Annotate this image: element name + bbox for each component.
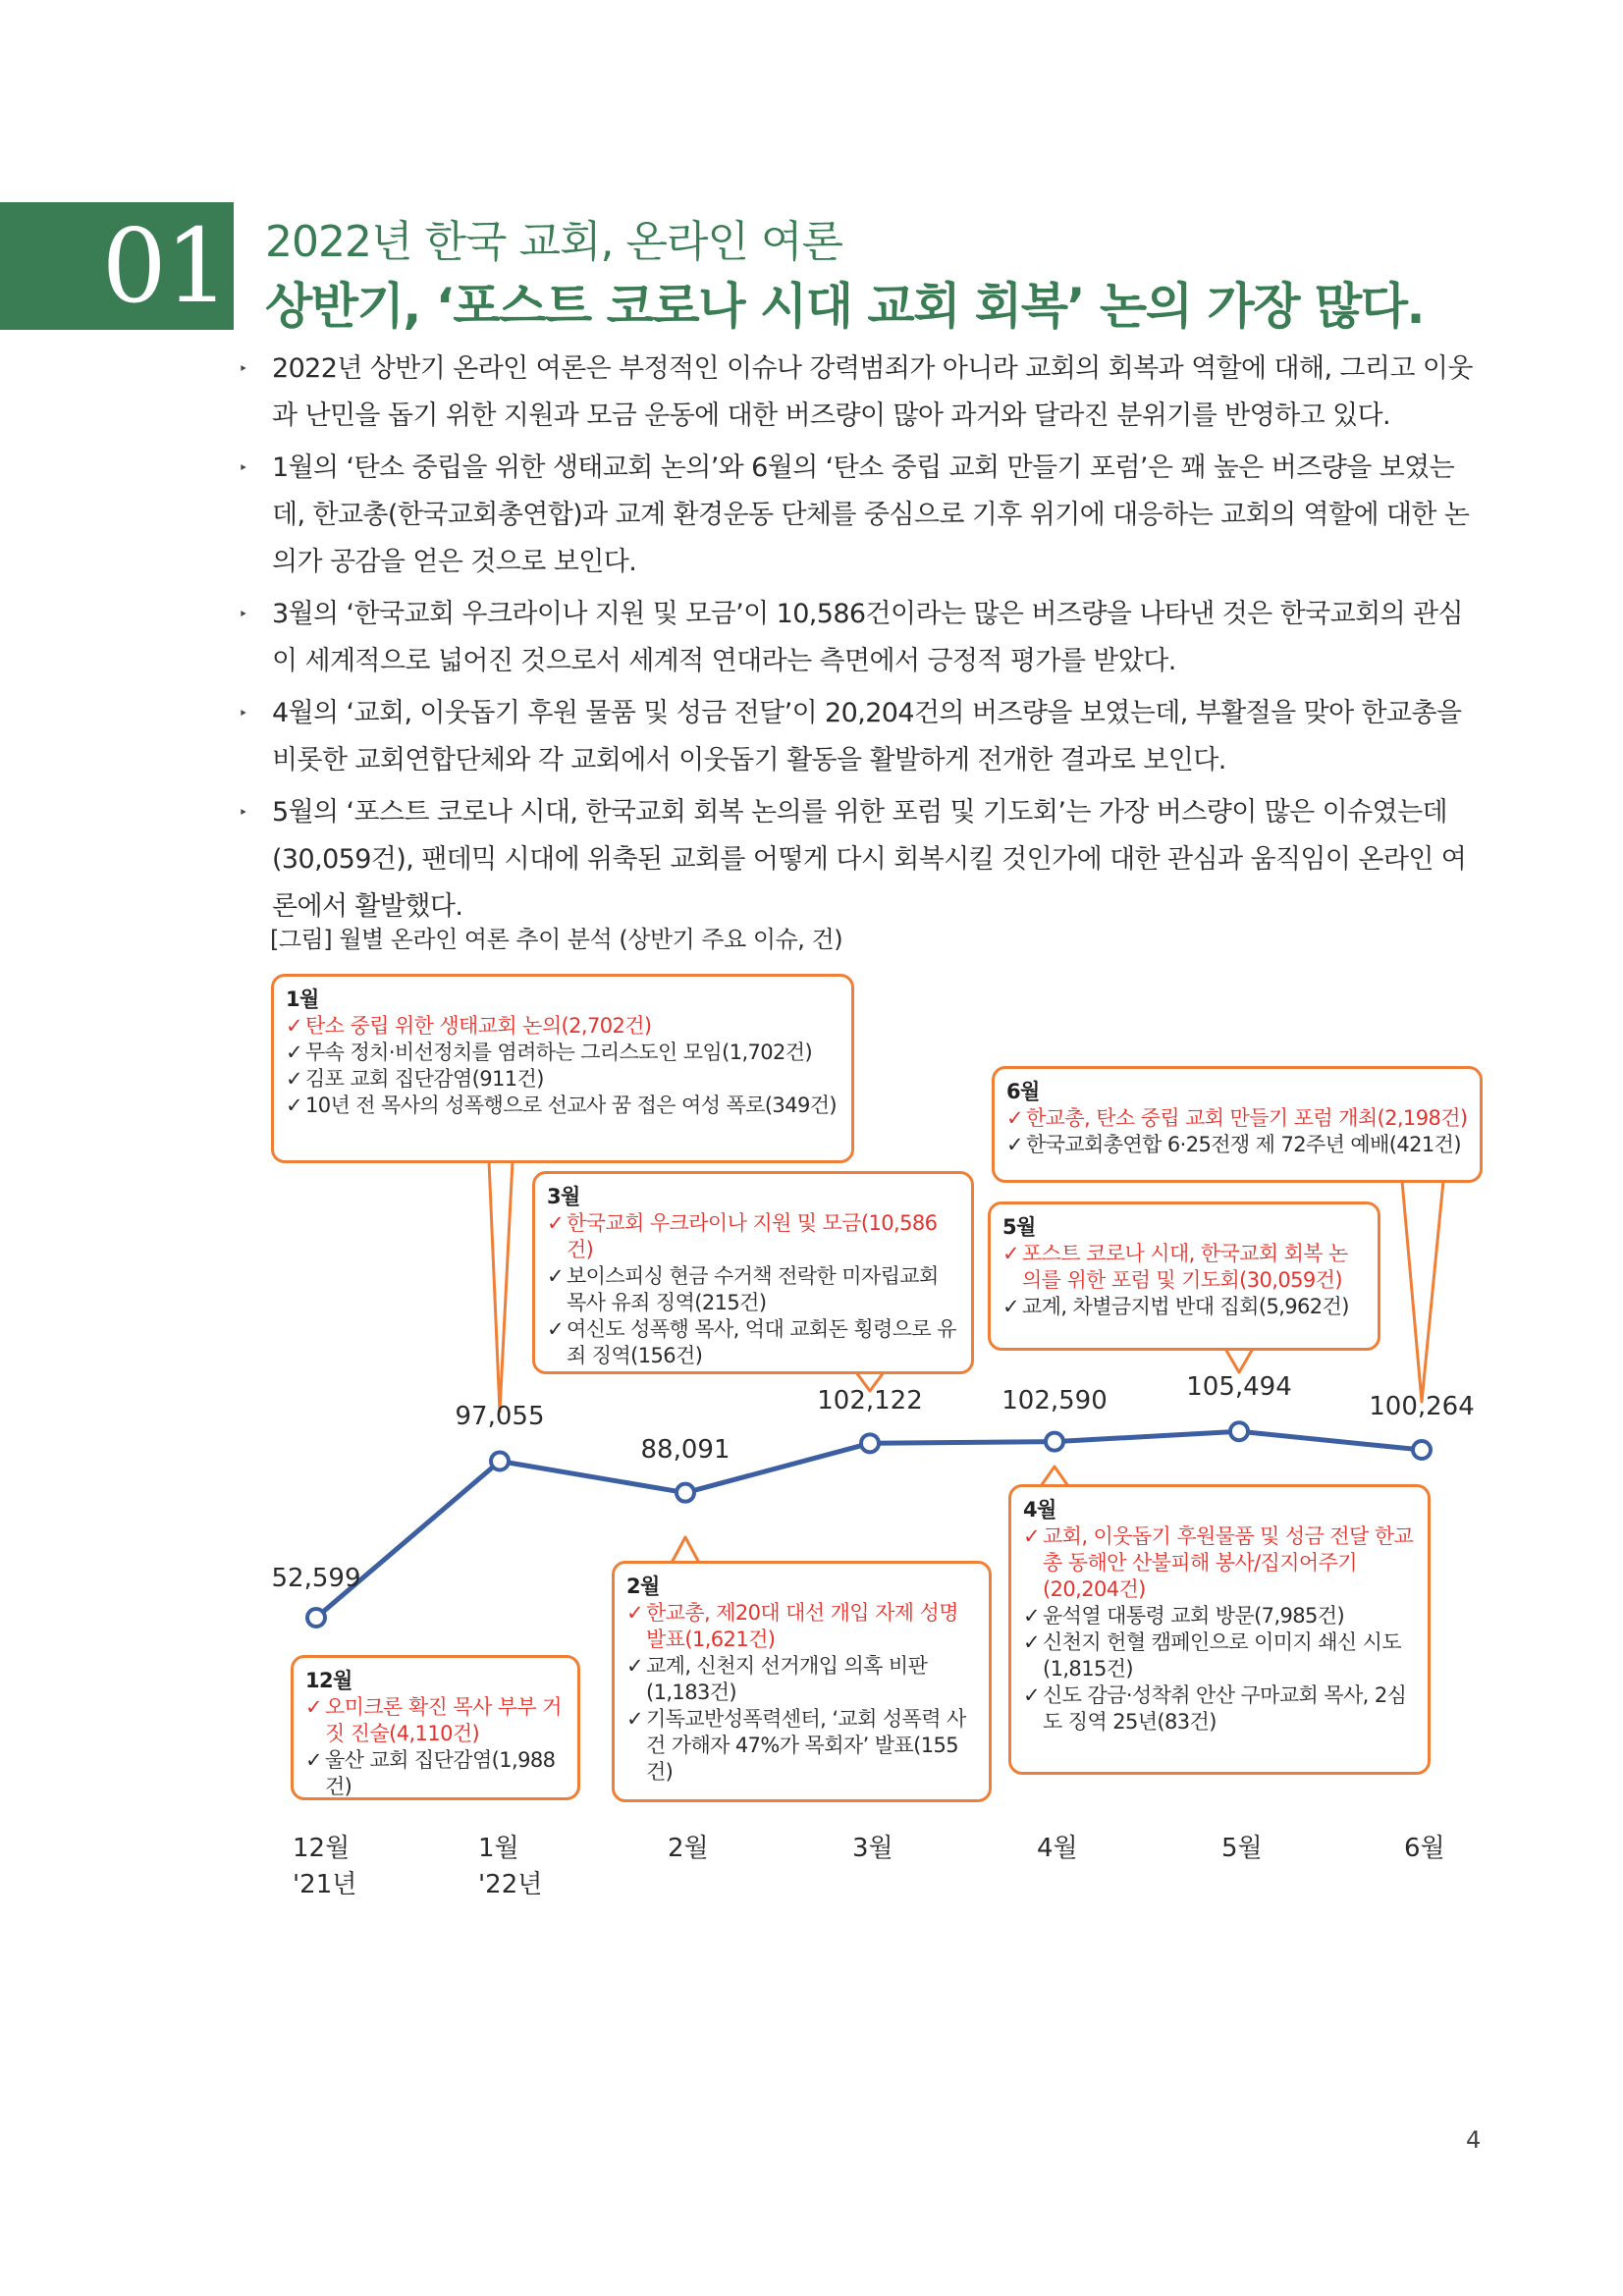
callout-item (286, 1013, 839, 1040)
callout-item (1023, 1629, 1416, 1682)
data-point-2 (676, 1484, 694, 1502)
callout-item (1023, 1603, 1416, 1629)
data-point-1 (491, 1453, 509, 1470)
callout-january (271, 974, 854, 1163)
x-tick-jan: 1월 '22년 (478, 1834, 543, 1899)
callout-item (626, 1706, 977, 1786)
bullet-text: 2022년 상반기 온라인 여론은 부정적인 이슈나 강력범죄가 아니라 교회의 회복과 역할에 대해, 그리고 이웃과 난민을 돕기 위한 지원과 모금 운동에 대한 버즈량이 많아 과거와 달라진 분위기를 반영하고 있다. (272, 353, 1473, 431)
callout-april (1008, 1484, 1431, 1775)
callout-item-text: 무속 정치·비선정치를 염려하는 그리스도인 모임(1,702건) (305, 1041, 813, 1064)
callout-february (612, 1561, 992, 1802)
callout-item-text: 한국교회총연합 6·25전쟁 제 72주년 예배(421건) (1026, 1133, 1461, 1156)
check-icon: ✓ (1006, 1133, 1023, 1156)
callout-item (547, 1316, 959, 1369)
x-tick-feb: 2월 (668, 1834, 709, 1863)
callout-month-label: 12월 (305, 1669, 352, 1692)
bullet-text: 1월의 ‘탄소 중립을 위한 생태교회 논의’와 6월의 ‘탄소 중립 교회 만들기 포럼’은 꽤 높은 버즈량을 보였는데, 한교총(한국교회총연합)과 교계 환경운동 단체를 중심으로 기후 위기에 대응하는 교회의 역할에 대한 논의가 공감을 얻은 것으로 보인다. (272, 453, 1470, 577)
callout-item-text: 윤석열 대통령 교회 방문(7,985건) (1043, 1604, 1345, 1628)
callout-item-text: 울산 교회 집단감염(1,988건) (325, 1748, 556, 1798)
callout-month-label: 1월 (286, 988, 319, 1011)
callout-item (1023, 1523, 1416, 1603)
bullet-arrow-icon: ‣ (239, 458, 247, 477)
value-label-may: 105,494 (1186, 1372, 1292, 1402)
callout-item-text: 기독교반성폭력센터, ‘교회 성폭력 사건 가해자 47%가 목회자’ 발표(155건) (646, 1707, 966, 1784)
check-icon: ✓ (1002, 1242, 1019, 1265)
callout-item (1023, 1682, 1416, 1735)
callout-item-text: 10년 전 목사의 성폭행으로 선교사 꿈 접은 여성 폭로(349건) (305, 1094, 837, 1117)
callout-march (532, 1171, 974, 1374)
callout-item-text: 교회, 이웃돕기 후원물품 및 성금 전달 한교총 동해안 산불피해 봉사/집지어주기 (20,204건) (1043, 1524, 1414, 1601)
pointer-apr (1041, 1467, 1068, 1486)
callout-item-text: 한교총, 제20대 대선 개입 자제 성명 발표(1,621건) (646, 1601, 958, 1651)
callout-item-text: 오미크론 확진 목사 부부 거짓 진술(4,110건) (325, 1695, 562, 1745)
value-label-feb: 88,091 (640, 1435, 730, 1465)
data-point-0 (307, 1609, 325, 1627)
pointer-may (1225, 1349, 1253, 1372)
callout-item (305, 1694, 566, 1747)
callout-item (547, 1210, 959, 1263)
value-label-mar: 102,122 (817, 1386, 923, 1415)
bullet-arrow-icon: ‣ (239, 605, 247, 623)
callout-item (626, 1600, 977, 1653)
callout-item-text: 보이스피싱 현금 수거책 전락한 미자립교회 목사 유죄 징역(215건) (567, 1264, 939, 1314)
data-point-5 (1230, 1422, 1248, 1440)
callout-item-text: 여신도 성폭행 목사, 억대 교회돈 횡령으로 유죄 징역(156건) (567, 1317, 956, 1367)
callout-item-text: 한교총, 탄소 중립 교회 만들기 포럼 개최(2,198건) (1026, 1106, 1468, 1130)
check-icon: ✓ (286, 1067, 302, 1091)
callout-item-text: 한국교회 우크라이나 지원 및 모금(10,586건) (567, 1211, 938, 1261)
check-icon: ✓ (626, 1654, 643, 1678)
callout-item-text: 신천지 헌혈 캠페인으로 이미지 쇄신 시도 (1,815건) (1043, 1630, 1402, 1681)
callout-item (547, 1263, 959, 1316)
callout-month-label: 4월 (1023, 1498, 1056, 1522)
value-label-jun: 100,264 (1369, 1392, 1475, 1421)
callout-item (1002, 1294, 1366, 1320)
callout-month-label: 5월 (1002, 1215, 1036, 1239)
check-icon: ✓ (305, 1748, 322, 1772)
callout-month-label: 3월 (547, 1185, 580, 1208)
callout-month-label: 2월 (626, 1575, 660, 1598)
callout-item (1006, 1105, 1468, 1132)
section-number-badge: 01 (0, 202, 234, 330)
value-label-dec: 52,599 (271, 1564, 361, 1593)
data-point-3 (861, 1434, 879, 1452)
figure-caption: [그림] 월별 온라인 여론 추이 분석 (상반기 주요 이슈, 건) (270, 926, 843, 953)
callout-item (305, 1747, 566, 1800)
check-icon: ✓ (305, 1695, 322, 1719)
check-icon: ✓ (286, 1041, 302, 1064)
value-label-apr: 102,590 (1001, 1386, 1108, 1415)
value-label-jan: 97,055 (455, 1402, 545, 1431)
pointer-jun (1402, 1181, 1443, 1402)
check-icon: ✓ (1006, 1106, 1023, 1130)
bullet-text: 5월의 ‘포스트 코로나 시대, 한국교회 회복 논의를 위한 포럼 및 기도회’는 가장 버스량이 많은 이슈였는데(30,059건), 팬데믹 시대에 위축된 교회를 어떻게 다시 회복시킬 것인가에 대한 관심과 움직임이 온라인 여론에서 활발했다. (272, 797, 1467, 922)
callout-item-text: 교계, 차별금지법 반대 집회(5,962건) (1022, 1295, 1349, 1318)
callout-december (291, 1655, 580, 1800)
bullet-arrow-icon: ‣ (239, 704, 247, 722)
check-icon: ✓ (626, 1601, 643, 1625)
callout-item (286, 1093, 839, 1119)
section-subtitle: 2022년 한국 교회, 온라인 여론 (265, 217, 842, 267)
callout-item-text: 신도 감금·성착취 안산 구마교회 목사, 2심도 징역 25년(83건) (1043, 1683, 1407, 1734)
callout-item-text: 교계, 신천지 선거개입 의혹 비판 (1,183건) (646, 1654, 928, 1704)
data-point-4 (1046, 1433, 1063, 1451)
bullet-arrow-icon: ‣ (239, 803, 247, 822)
callout-june (992, 1066, 1483, 1183)
check-icon: ✓ (547, 1211, 564, 1235)
check-icon: ✓ (547, 1264, 564, 1288)
pointer-feb (672, 1537, 699, 1563)
check-icon: ✓ (286, 1094, 302, 1117)
pointer-jan (489, 1161, 513, 1412)
bullet-arrow-icon: ‣ (239, 359, 247, 378)
bullet-text: 3월의 ‘한국교회 우크라이나 지원 및 모금’이 10,586건이라는 많은 버즈량을 나타낸 것은 한국교회의 관심이 세계적으로 넓어진 것으로서 세계적 연대라는 측면에서 긍정적 평가를 받았다. (272, 599, 1464, 676)
callout-item (286, 1066, 839, 1093)
check-icon: ✓ (286, 1014, 302, 1038)
check-icon: ✓ (1023, 1683, 1040, 1707)
check-icon: ✓ (1023, 1524, 1040, 1548)
check-icon: ✓ (1023, 1630, 1040, 1654)
x-tick-may: 5월 (1221, 1834, 1263, 1863)
bullet-text: 4월의 ‘교회, 이웃돕기 후원 물품 및 성금 전달’이 20,204건의 버즈량을 보였는데, 부활절을 맞아 한교총을 비롯한 교회연합단체와 각 교회에서 이웃돕기 활동을 활발하게 전개한 결과로 보인다. (272, 698, 1462, 775)
check-icon: ✓ (547, 1317, 564, 1341)
callout-item (626, 1653, 977, 1706)
callout-item (286, 1040, 839, 1066)
callout-item-text: 포스트 코로나 시대, 한국교회 회복 논의를 위한 포럼 및 기도회(30,059건) (1022, 1242, 1348, 1292)
x-tick-jun: 6월 (1404, 1834, 1445, 1863)
check-icon: ✓ (1023, 1604, 1040, 1628)
check-icon: ✓ (626, 1707, 643, 1731)
page-number: 4 (1466, 2126, 1482, 2154)
x-tick-dec: 12월 '21년 (293, 1834, 357, 1899)
callout-may (988, 1201, 1380, 1351)
data-point-6 (1413, 1441, 1431, 1459)
callout-month-label: 6월 (1006, 1080, 1040, 1103)
callout-item (1002, 1241, 1366, 1294)
x-tick-mar: 3월 (852, 1834, 893, 1863)
check-icon: ✓ (1002, 1295, 1019, 1318)
x-tick-apr: 4월 (1037, 1834, 1078, 1863)
callout-item (1006, 1132, 1468, 1158)
callout-item-text: 김포 교회 집단감염(911건) (305, 1067, 544, 1091)
callout-item-text: 탄소 중립 위한 생태교회 논의(2,702건) (305, 1014, 652, 1038)
section-title: 상반기, ‘포스트 코로나 시대 교회 회복’ 논의 가장 많다. (265, 278, 1425, 335)
